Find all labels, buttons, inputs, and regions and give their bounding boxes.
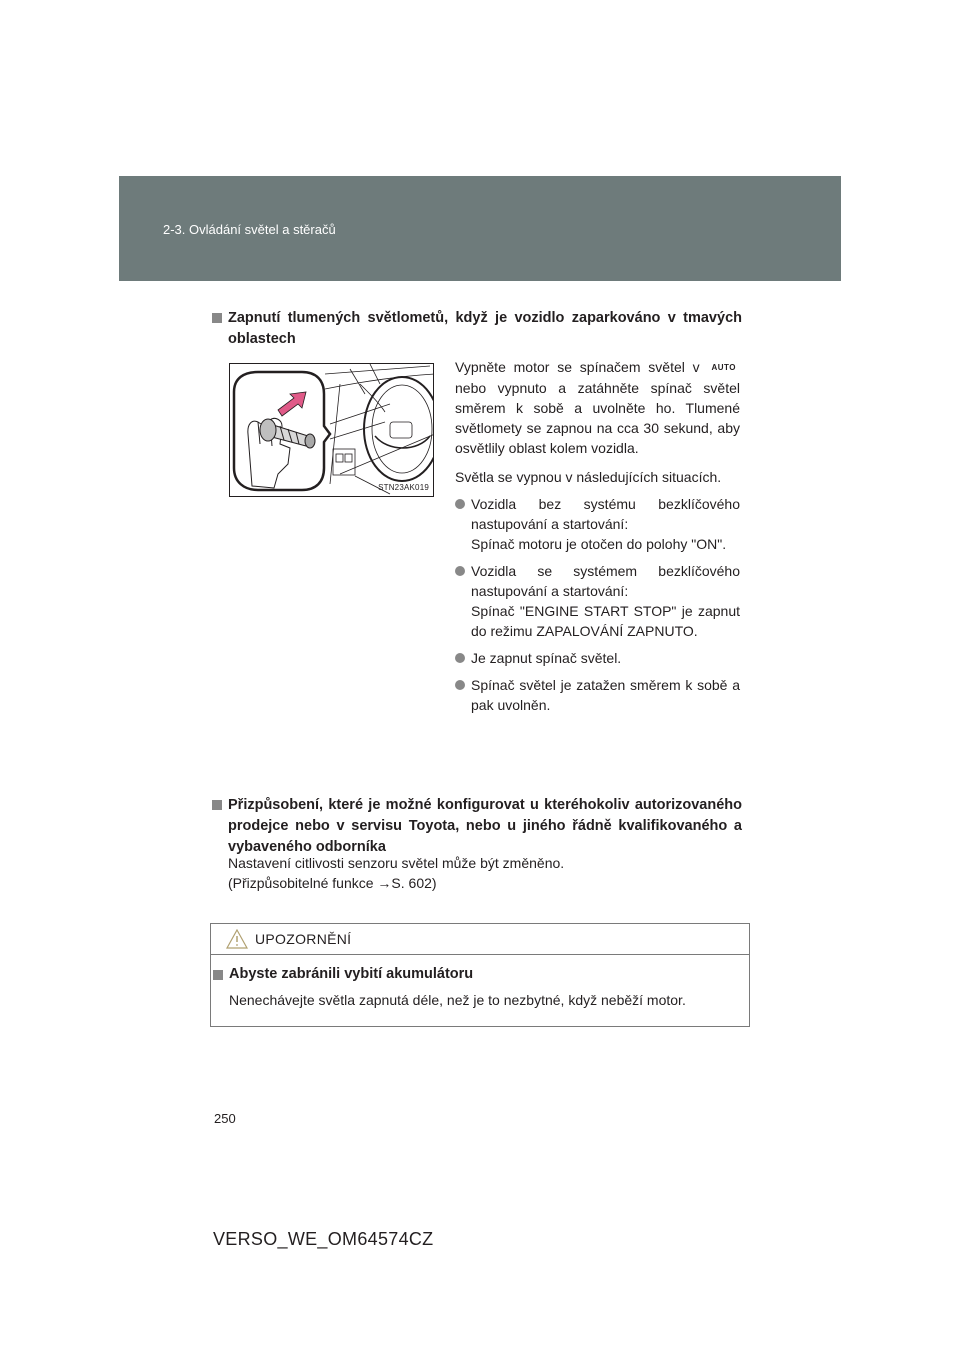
list-item-text: Vozidla bez systému bezklíčového nastupování a startování: [471, 496, 740, 532]
warning-box [210, 923, 750, 1027]
document-code: VERSO_WE_OM64574CZ [213, 1229, 434, 1249]
heading-text: Přizpůsobení, které je možné konfigurovat u kteréhokoliv autorizovaného prodejce nebo v servisu Toyota, nebo u jiného řádně kvalifikovaného a vybaveného odborníka [228, 797, 742, 855]
page-number: 250 [214, 1111, 236, 1126]
list-item [455, 675, 740, 715]
list-item-text: Vozidla se systémem bezklíčového nastupování a startování: [471, 563, 740, 599]
instruction-text-end: nebo vypnuto a zatáhněte spínač světel směrem k sobě a uvolněte ho. Tlumené světlomety se zapnou na cca 30 sekund, aby osvětlily oblast kolem vozidla. [455, 380, 740, 456]
instruction-paragraph [455, 357, 740, 458]
auto-mode-icon: AUTO [711, 363, 736, 372]
bullet-icon [455, 566, 465, 576]
list-item-subtext: Spínač "ENGINE START STOP" je zapnut do režimu ZAPALOVÁNÍ ZAPNUTO. [471, 603, 740, 639]
list-item-subtext: Spínač motoru je otočen do polohy "ON". [471, 536, 727, 552]
list-item [455, 494, 740, 554]
warning-triangle-icon [226, 929, 248, 949]
sensor-sensitivity-text: Nastavení citlivosti senzoru světel může být změněno. [228, 855, 565, 871]
list-item [455, 648, 740, 668]
heading-square-icon [212, 313, 222, 323]
list-item-text: Spínač světel je zatažen směrem k sobě a pak uvolněn. [471, 677, 740, 713]
warning-header [211, 924, 749, 955]
bullet-icon [455, 499, 465, 509]
customization-body [228, 853, 748, 893]
instruction-text-start: Vypněte motor se spínačem světel v [455, 359, 700, 375]
warning-heading-text: Abyste zabránili vybití akumulátoru [229, 966, 474, 982]
section-heading-parked-lights [212, 308, 742, 350]
light-switch-illustration [229, 363, 434, 497]
bullet-icon [455, 680, 465, 690]
section1-body [455, 357, 740, 715]
heading-square-icon [213, 970, 223, 980]
list-item [455, 561, 740, 641]
figure-code: STN23AK019 [378, 483, 429, 492]
off-conditions-intro: Světla se vypnou v následujících situacích. [455, 469, 722, 485]
bullet-icon [455, 653, 465, 663]
customization-reference-link[interactable]: (Přizpůsobitelné funkce →S. 602) [228, 875, 437, 891]
section-title: 2-3. Ovládání světel a stěračů [163, 222, 336, 237]
heading-text: Zapnutí tlumených světlometů, když je vozidlo zaparkováno v tmavých oblastech [228, 310, 742, 347]
dashboard-hand-icon [230, 364, 434, 497]
warning-title: UPOZORNĚNÍ [255, 931, 352, 947]
list-item-text: Je zapnut spínač světel. [471, 650, 622, 666]
warning-text: Nenechávejte světla zapnutá déle, než je to nezbytné, když neběží motor. [229, 992, 686, 1008]
heading-square-icon [212, 800, 222, 810]
section-heading-customization [212, 795, 742, 858]
warning-heading [213, 966, 473, 982]
